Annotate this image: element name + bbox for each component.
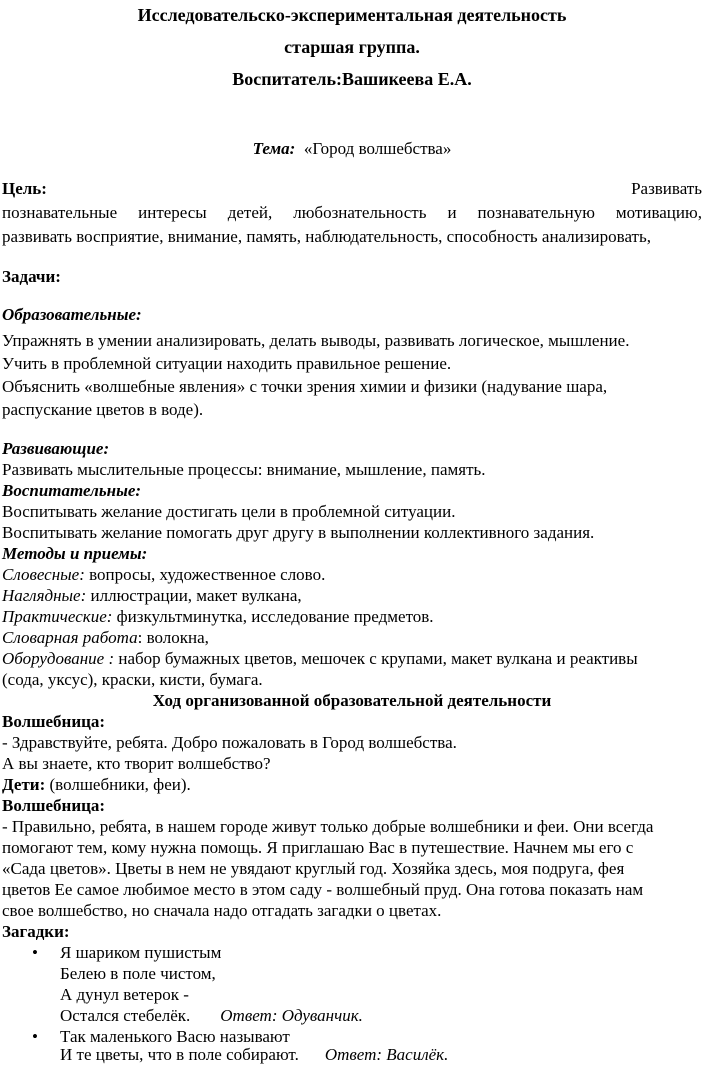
upbringing-line: Воспитывать желание помогать друг другу в выполнении коллективного задания.	[2, 523, 595, 542]
goal-word: и	[447, 203, 457, 222]
riddle-line	[60, 1005, 704, 1027]
children-label: Дети:	[2, 775, 46, 794]
method-text: вопросы, художественное слово.	[84, 565, 326, 584]
method-label: Словарная работа	[2, 628, 138, 647]
goal-word: мотивацию,	[615, 203, 702, 222]
dialog-line: - Здравствуйте, ребята. Добро пожаловать в Город волшебства.	[2, 733, 457, 752]
equipment-line-2: (сода, уксус), краски, кисти, бумага.	[2, 670, 263, 689]
riddle-answer: Ответ: Василёк.	[324, 1045, 449, 1064]
educational-line: распускание цветов в воде).	[2, 400, 204, 419]
children-text: (волшебники, феи).	[45, 775, 191, 794]
riddles-label: Загадки:	[2, 922, 70, 941]
header-line-1: Исследовательско-экспериментальная деятельность	[137, 5, 567, 25]
goal-first-word: Развивать	[631, 179, 702, 198]
course-title: Ход организованной образовательной деятельности	[152, 691, 552, 710]
goal-word: интересы	[138, 203, 207, 222]
dialog-line: помогают тем, кому нужна помощь. Я приглашаю Вас в путешествие. Начнем мы его с	[2, 838, 634, 857]
methods-label: Методы и приемы:	[2, 544, 148, 563]
riddle-answer: Ответ: Одуванчик.	[220, 1006, 363, 1025]
goal-word: любознательность	[293, 203, 427, 222]
goal-word: детей,	[227, 203, 273, 222]
goal-word: познавательные	[2, 203, 118, 222]
developing-line: Развивать мыслительные процессы: внимание, мышление, память.	[2, 460, 486, 479]
sorceress-label: Волшебница:	[2, 796, 106, 815]
method-text: : волокна,	[137, 628, 209, 647]
goal-line-2: развивать восприятие, внимание, память, наблюдательность, способность анализировать,	[2, 227, 651, 246]
upbringing-line: Воспитывать желание достигать цели в проблемной ситуации.	[2, 502, 456, 521]
theme-label: Тема:	[252, 139, 296, 158]
theme-line	[0, 138, 704, 160]
riddle-line: Я шариком пушистым	[60, 943, 222, 962]
header-line-3: Воспитатель:Вашикеева Е.А.	[232, 69, 472, 89]
method-item	[2, 648, 704, 670]
dialog-line: «Сада цветов». Цветы в нем не увядают круглый год. Хозяйка здесь, моя подруга, фея	[2, 859, 625, 878]
goal-line-1	[2, 202, 702, 224]
educational-line: Упражнять в умении анализировать, делать выводы, развивать логическое, мышление.	[2, 331, 630, 350]
bullet-icon: •	[32, 943, 38, 962]
sorceress-label: Волшебница:	[2, 712, 106, 731]
educational-label: Образовательные:	[2, 305, 142, 324]
children-line	[2, 774, 704, 796]
theme-value: «Город волшебства»	[303, 139, 452, 158]
riddle-text: Остался стебелёк.	[60, 1006, 191, 1025]
method-text: набор бумажных цветов, мешочек с крупами, макет вулкана и реактивы	[114, 649, 638, 668]
bullet-icon: •	[32, 1027, 38, 1046]
method-item	[2, 585, 704, 607]
educational-line: Объяснить «волшебные явления» с точки зрения химии и физики (надувание шара,	[2, 377, 608, 396]
riddle-text: И те цветы, что в поле собирают.	[60, 1045, 299, 1064]
method-text: иллюстрации, макет вулкана,	[86, 586, 302, 605]
educational-line: Учить в проблемной ситуации находить правильное решение.	[2, 354, 452, 373]
method-text: физкультминутка, исследование предметов.	[112, 607, 434, 626]
riddle-line: А дунул ветерок -	[60, 985, 189, 1004]
method-label: Словесные:	[2, 565, 85, 584]
goal-word: познавательную	[477, 203, 595, 222]
upbringing-label: Воспитательные:	[2, 481, 142, 500]
dialog-line: свое волшебство, но сначала надо отгадать загадки о цветах.	[2, 901, 442, 920]
method-item	[2, 627, 704, 649]
method-item	[2, 606, 704, 628]
method-label: Практические:	[2, 607, 113, 626]
method-item	[2, 564, 704, 586]
goal-row	[2, 178, 702, 200]
method-label: Оборудование :	[2, 649, 115, 668]
developing-label: Развивающие:	[2, 439, 110, 458]
dialog-line: А вы знаете, кто творит волшебство?	[2, 754, 271, 773]
riddle-line: Так маленького Васю называют	[60, 1027, 290, 1046]
riddle-line: Белею в поле чистом,	[60, 964, 216, 983]
method-label: Наглядные:	[2, 586, 87, 605]
dialog-line: цветов Ее самое любимое место в этом саду - волшебный пруд. Она готова показать нам	[2, 880, 644, 899]
dialog-line: - Правильно, ребята, в нашем городе живут только добрые волшебники и феи. Они всегда	[2, 817, 654, 836]
header-line-2: старшая группа.	[284, 37, 420, 57]
tasks-label: Задачи:	[2, 267, 61, 286]
goal-label: Цель:	[2, 179, 47, 198]
